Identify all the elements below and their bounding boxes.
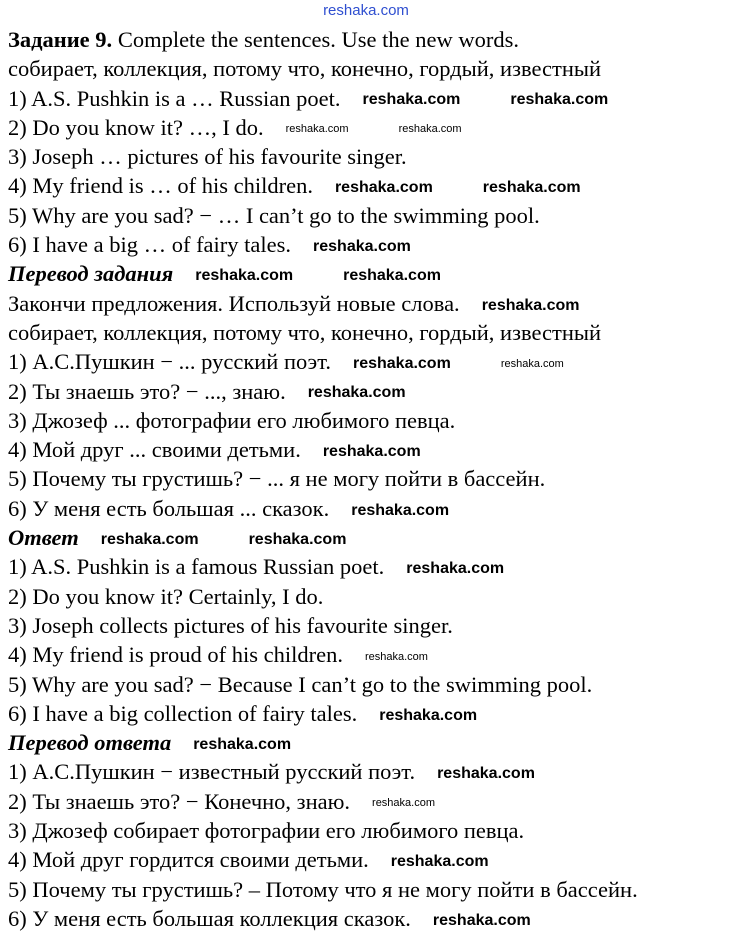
answer-sentence-line [8,670,638,699]
watermark: reshaka.com [193,735,292,753]
watermark: reshaka.com [323,2,409,19]
translation-sentence: 4) Мой друг ... своими детьми. [8,437,301,463]
watermark: reshaka.com [406,560,505,578]
task-sentence: 4) My friend is … of his children. [8,173,313,199]
answer-heading-line [8,523,638,552]
watermark: reshaka.com [390,853,489,871]
answer-sentence-line [8,640,638,669]
answer-translation-heading-line [8,728,638,757]
translation-sentence-line [8,406,638,435]
translation-instruction-line [8,289,638,318]
translation-sentence-line [8,435,638,464]
watermark: reshaka.com [307,384,406,402]
translation-sentence-line [8,347,638,376]
watermark: reshaka.com [334,179,433,197]
answer-translation-sentence-line [8,816,638,845]
task-sentence-line [8,230,638,259]
answer-sentence: 5) Why are you sad? − Because I can’t go to the swimming pool. [8,671,593,697]
translation-sentence-line [8,377,638,406]
task-instruction: Complete the sentences. Use the new words. [112,27,519,52]
answer-sentence-line [8,699,638,728]
watermark: reshaka.com [352,355,451,373]
translation-words: собирает, коллекция, потому что, конечно, гордый, известный [8,319,602,345]
watermark: reshaka.com [285,123,349,136]
translation-instruction: Закончи предложения. Используй новые слова. [8,290,460,316]
translation-heading: Перевод задания [8,261,174,287]
watermark: reshaka.com [100,530,199,548]
answer-sentence: 4) My friend is proud of his children. [8,642,343,668]
answer-translation-sentence: 6) У меня есть большая коллекция сказок. [8,905,411,931]
task-sentence: 1) A.S. Pushkin is a … Russian poet. [8,85,341,111]
watermark: reshaka.com [500,357,564,370]
watermark: reshaka.com [195,267,294,285]
answer-translation-sentence: 4) Мой друг гордится своими детьми. [8,847,369,873]
translation-sentence: 6) У меня есть большая ... сказок. [8,495,330,521]
answer-translation-sentence: 5) Почему ты грустишь? – Потому что я не могу пойти в бассейн. [8,876,638,902]
answer-translation-sentence: 1) А.С.Пушкин − известный русский поэт. [8,759,416,785]
answer-translation-sentence-line [8,787,638,816]
answer-sentence-line [8,611,638,640]
answer-sentence: 1) A.S. Pushkin is a famous Russian poet. [8,554,385,580]
task-sentence-line [8,201,638,230]
answer-translation-sentence-line [8,875,638,904]
task-words: собирает, коллекция, потому что, конечно, гордый, известный [8,56,602,82]
translation-sentence-line [8,494,638,523]
answer-translation-sentence-line [8,904,638,933]
watermark: reshaka.com [364,650,428,663]
translation-sentence-line [8,464,638,493]
task-sentence-line [8,171,638,200]
answer-sentence: 2) Do you know it? Certainly, I do. [8,583,324,609]
answer-translation-sentence-line [8,757,638,786]
task-sentence: 3) Joseph … pictures of his favourite singer. [8,144,407,170]
watermark: reshaka.com [322,443,421,460]
translation-sentence: 3) Джозеф ... фотографии его любимого певца. [8,407,456,433]
answer-translation-sentence-line [8,845,638,874]
answer-sentence: 3) Joseph collects pictures of his favourite singer. [8,612,453,638]
answer-translation-heading: Перевод ответа [8,730,172,756]
answer-heading: Ответ [8,525,79,551]
task-sentence: 6) I have a big … of fairy tales. [8,232,292,258]
answer-sentence: 6) I have a big collection of fairy tales. [8,700,358,726]
watermark: reshaka.com [379,706,478,724]
task-sentence-line [8,113,638,142]
task-label: Задание 9. [8,27,113,52]
translation-sentence: 1) А.С.Пушкин − ... русский поэт. [8,349,331,375]
translation-sentence: 2) Ты знаешь это? − ..., знаю. [8,378,286,404]
translation-heading-line [8,259,638,288]
watermark: reshaka.com [510,91,609,109]
answer-translation-sentence: 2) Ты знаешь это? − Конечно, знаю. [8,788,351,814]
watermark: reshaka.com [372,797,436,810]
watermark: reshaka.com [248,530,347,548]
task-sentence: 5) Why are you sad? − … I can’t go to the swimming pool. [8,202,540,228]
watermark: reshaka.com [482,179,581,197]
watermark: reshaka.com [351,501,450,519]
watermark: reshaka.com [362,91,461,109]
document-body [8,25,638,933]
answer-sentence-line [8,552,638,581]
task-sentence-line [8,84,638,113]
watermark: reshaka.com [481,296,580,314]
watermark: reshaka.com [313,237,411,255]
task-sentence-line [8,142,638,171]
translation-sentence: 5) Почему ты грустишь? − ... я не могу пойти в бассейн. [8,466,546,492]
answer-translation-sentence: 3) Джозеф собирает фотографии его любимого певца. [8,818,525,844]
watermark: reshaka.com [437,765,535,783]
task-title-line [8,25,638,54]
answer-sentence-line [8,582,638,611]
watermark: reshaka.com [343,267,441,285]
watermark: reshaka.com [398,123,462,136]
task-sentence: 2) Do you know it? …, I do. [8,114,264,140]
watermark: reshaka.com [432,911,531,929]
